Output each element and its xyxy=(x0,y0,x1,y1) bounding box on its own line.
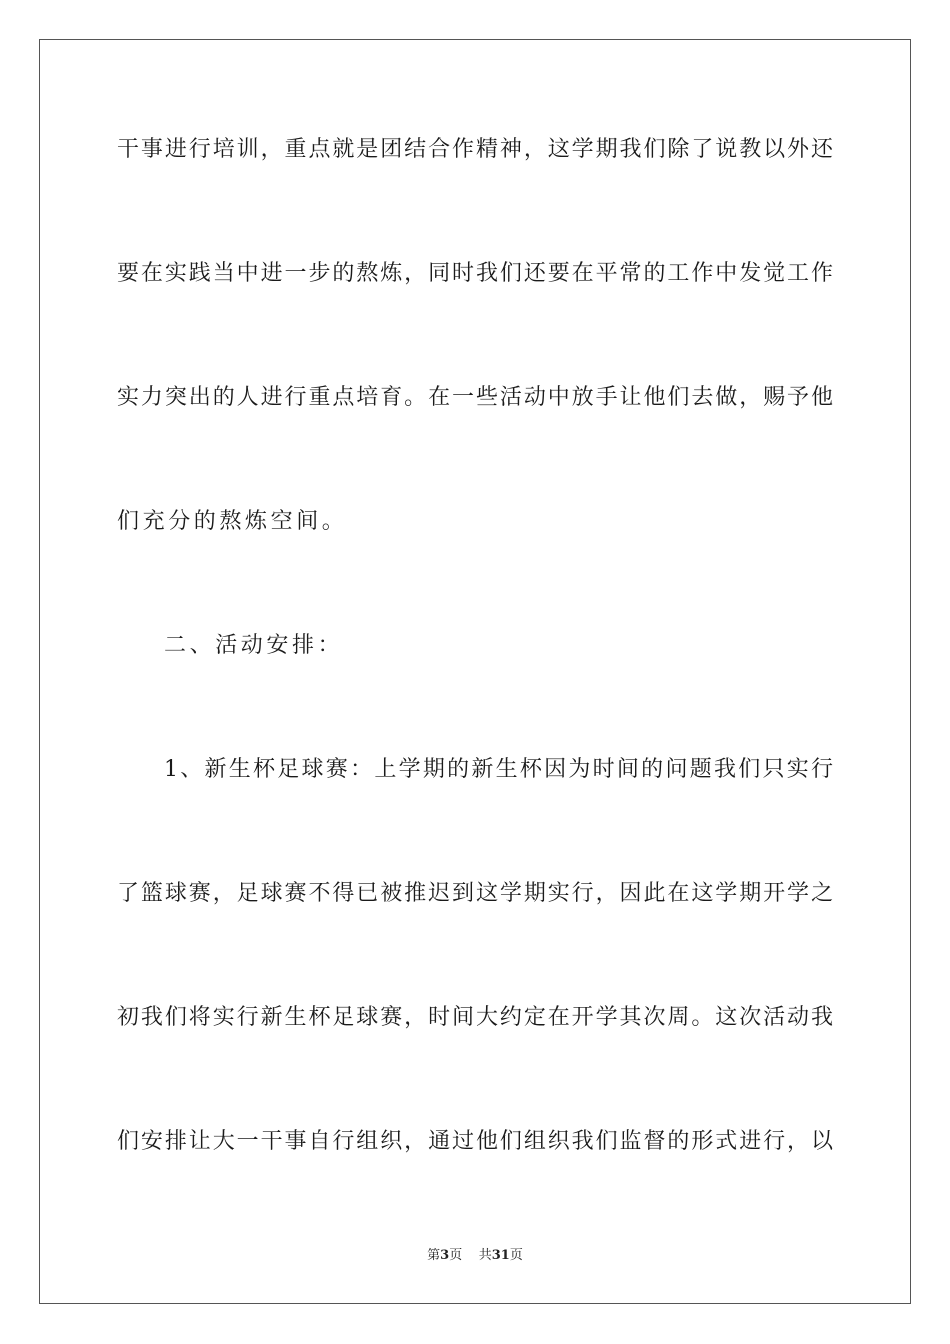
body-text-line: 要在实践当中进一步的熬炼，同时我们还要在平常的工作中发觉工作 xyxy=(117,261,833,286)
body-text-line: 初我们将实行新生杯足球赛，时间大约定在开学其次周。这次活动我 xyxy=(117,1005,833,1030)
body-text-line: 实力突出的人进行重点培育。在一些活动中放手让他们去做，赐予他 xyxy=(117,385,833,410)
page-footer xyxy=(0,1247,950,1265)
page-suffix: 页 xyxy=(449,1248,463,1263)
body-text-line: 们充分的熬炼空间。 xyxy=(117,509,348,534)
page-border xyxy=(39,39,911,1304)
page-number: 3 xyxy=(440,1248,450,1263)
total-pages: 31 xyxy=(491,1248,510,1263)
total-suffix: 页 xyxy=(509,1248,523,1263)
body-text-line: 们安排让大一干事自行组织，通过他们组织我们监督的形式进行，以 xyxy=(117,1129,833,1154)
body-text-line: 了篮球赛，足球赛不得已被推迟到这学期实行，因此在这学期开学之 xyxy=(117,881,833,906)
total-prefix: 共 xyxy=(478,1248,492,1263)
body-text-line: 1、新生杯足球赛：上学期的新生杯因为时间的问题我们只实行 xyxy=(164,757,833,782)
section-heading: 二、活动安排： xyxy=(164,633,344,658)
page-prefix: 第 xyxy=(427,1248,441,1263)
body-text-line: 干事进行培训，重点就是团结合作精神，这学期我们除了说教以外还 xyxy=(117,137,833,162)
